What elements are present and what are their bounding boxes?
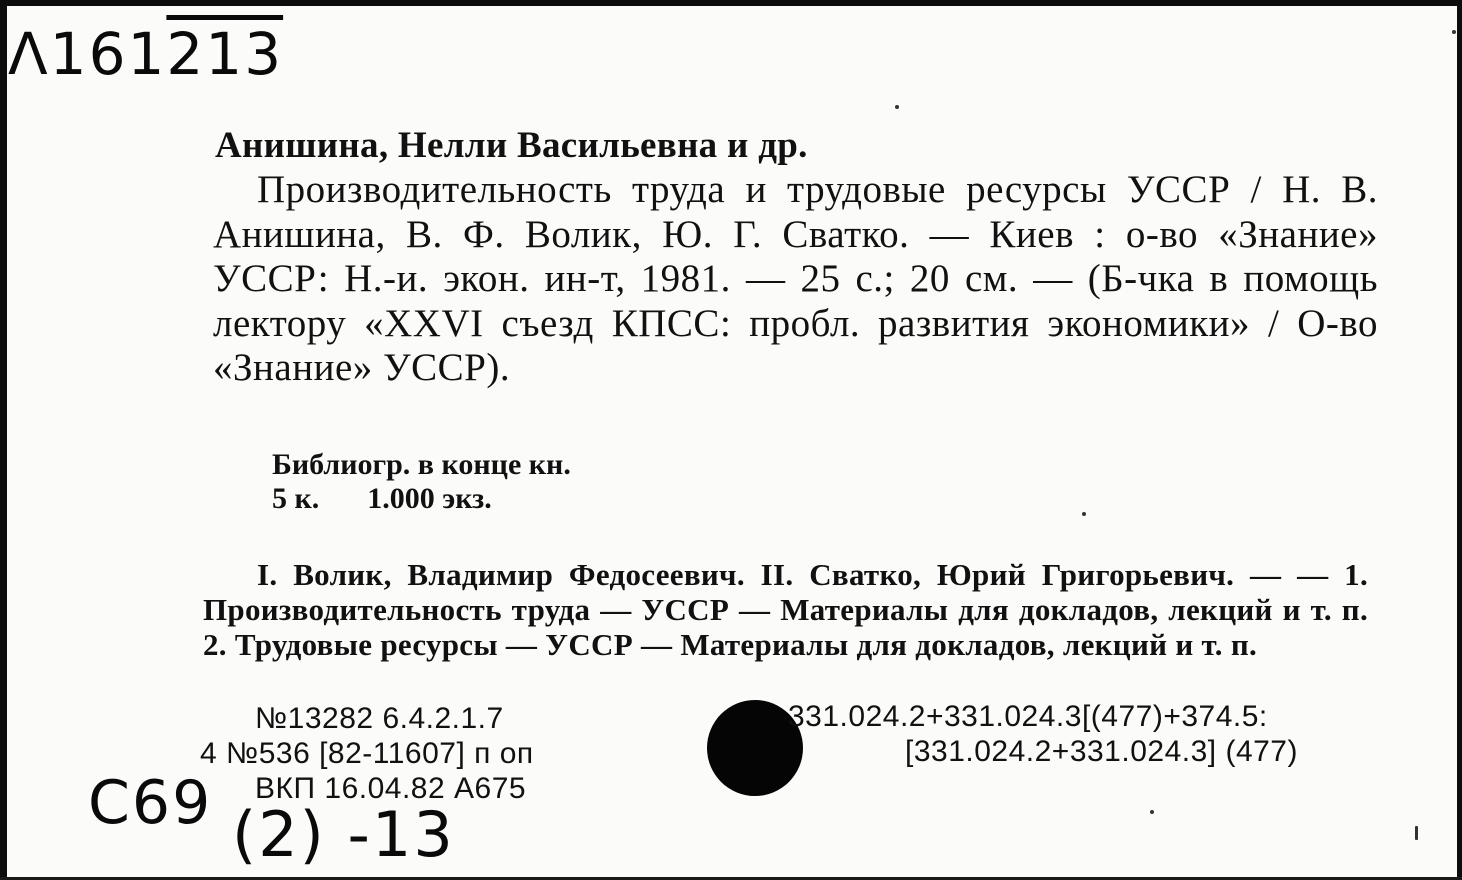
handwritten-classmark: C69: [88, 768, 213, 838]
card-top-edge: [0, 0, 1462, 6]
price-and-print-run: [272, 482, 492, 516]
scan-speck: [895, 105, 899, 109]
print-run: 1.000 экз.: [367, 482, 492, 515]
bibliographic-description: Производительность труда и трудовые ресурсы УССР / Н. В. Анишина, В. Ф. Волик, Ю. Г. Сватко. — Киев : о-во «Знание» УССР: Н.-и. экон. ин-т, 1981. — 25 с.; 20 см. — (Б-чка в помощь лектору «XXVI съезд КПСС: пробл. развития экономики» / О-во «Знание» УССР).: [213, 168, 1378, 389]
handwritten-shelfmark: [8, 20, 283, 88]
udc-code-line1: 331.024.2+331.024.3[(477)+374.5:: [788, 700, 1268, 733]
scan-speck: [1150, 810, 1154, 814]
order-code: 4 №536 [82-11607] п оп: [200, 737, 534, 770]
card-right-edge: [1457, 0, 1462, 880]
bibliography-note: Библиогр. в конце кн.: [272, 448, 571, 481]
scan-speck: [1452, 30, 1456, 34]
handwritten-shelfmark-prefix: Λ161: [8, 20, 167, 88]
handwritten-shelfmark-number: 213: [166, 20, 284, 88]
handwritten-classmark-suffix: (2) -13: [232, 798, 455, 871]
card-left-edge: [0, 0, 7, 880]
author-heading: Анишина, Нелли Васильевна и др.: [215, 125, 808, 166]
subject-tracings: I. Волик, Владимир Федосеевич. II. Сватко, Юрий Григорьевич. — — 1. Производительность труда — УССР — Материалы для докладов, лекций и т. п. 2. Трудовые ресурсы — УССР — Материалы для докладов, лекций и т. п.: [203, 557, 1368, 662]
scan-speck: [1082, 512, 1086, 516]
scan-speck: [1415, 826, 1418, 840]
price: 5 к.: [272, 482, 320, 515]
registration-number: №13282 6.4.2.1.7: [255, 702, 504, 735]
vkp-code: ВКП 16.04.82 А675: [255, 772, 527, 805]
udc-code-line2: [331.024.2+331.024.3] (477): [905, 735, 1298, 768]
